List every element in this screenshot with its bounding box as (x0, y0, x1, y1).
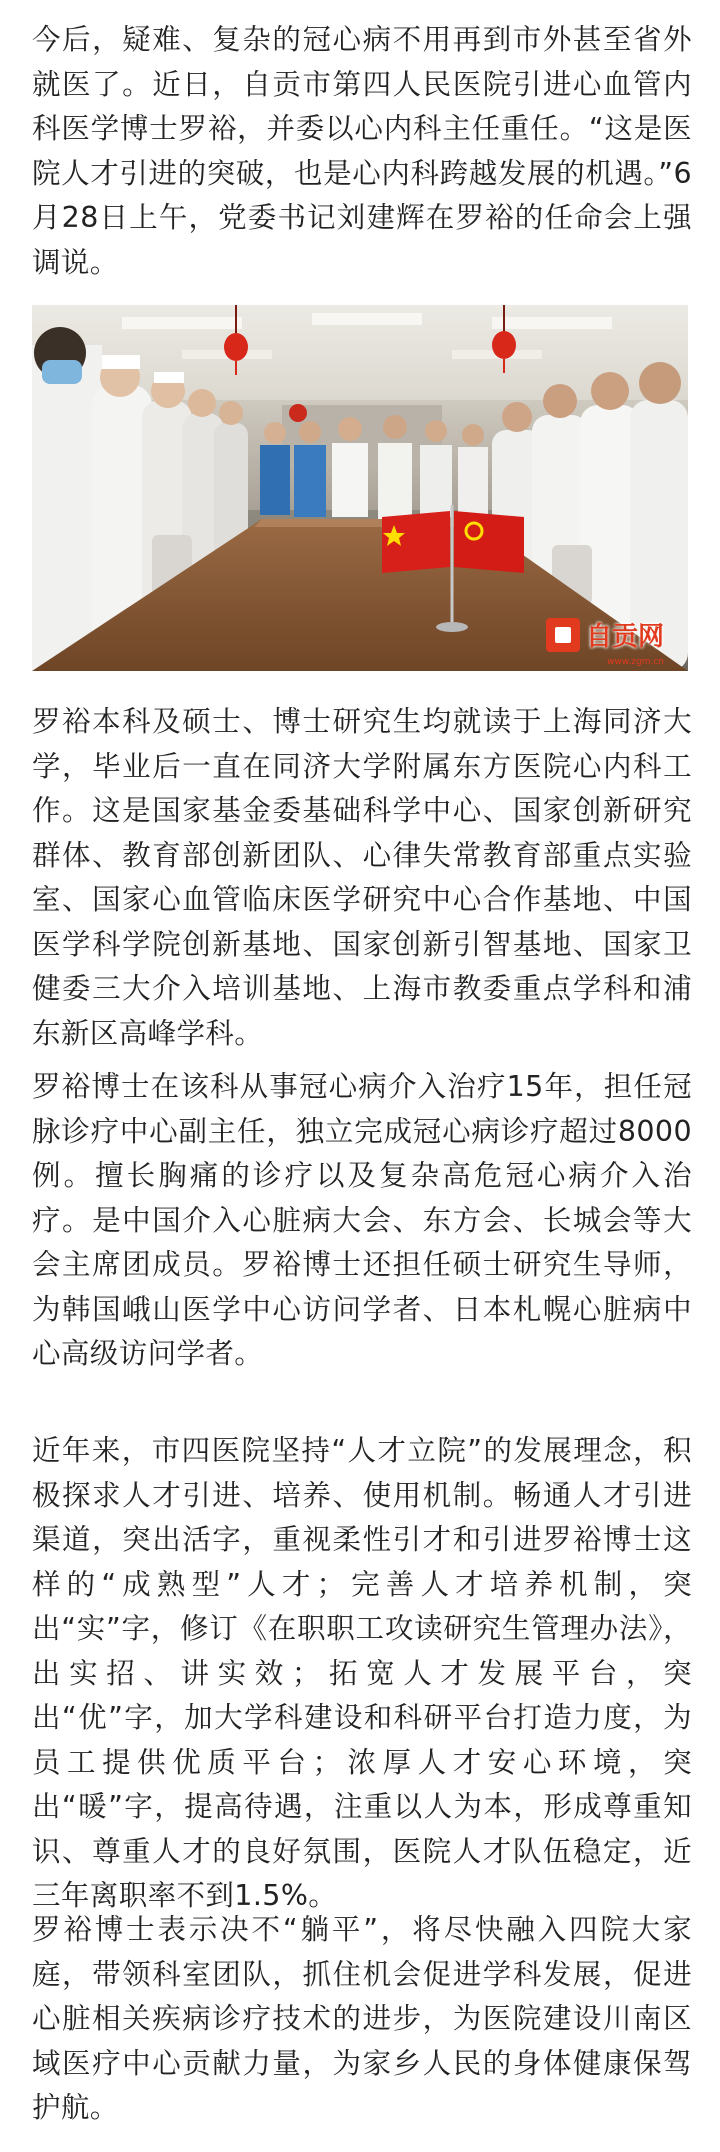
paragraph-closing: 罗裕博士表示决不“躺平”，将尽快融入四院大家庭，带领科室团队，抓住机会促进学科发展，促进心脏相关疾病诊疗技术的进步，为医院建设川南区域医疗中心贡献力量，为家乡人民的身体健康保驾护航。 (32, 1913, 692, 2124)
paragraph-intro: 今后，疑难、复杂的冠心病不用再到市外甚至省外就医了。近日，自贡市第四人民医院引进心血管内科医学博士罗裕，并委以心内科主任重任。“这是医院人才引进的突破，也是心内科跨越发展的机遇。”6月28日上午，党委书记刘建辉在罗裕的任命会上强调说。 (32, 23, 692, 279)
meeting-photo[interactable] (32, 305, 688, 671)
paragraph-talent-policy: 近年来，市四医院坚持“人才立院”的发展理念，积极探求人才引进、培养、使用机制。畅通人才引进渠道，突出活字，重视柔性引才和引进罗裕博士这样的“成熟型”人才；完善人才培养机制，突出“实”字，修订《在职职工攻读研究生管理办法》，出实招、讲实效；拓宽人才发展平台，突出“优”字，加大学科建设和科研平台打造力度，为员工提供优质平台；浓厚人才安心环境，突出“暖”字，提高待遇，注重以人为本，形成尊重知识、尊重人才的良好氛围，医院人才队伍稳定，近三年离职率不到1.5%。 (32, 1434, 692, 1912)
watermark-url: www.zgm.cn (607, 657, 664, 667)
source-watermark (546, 616, 664, 667)
zigong-logo-icon (546, 618, 580, 652)
paragraph-background: 罗裕本科及硕士、博士研究生均就读于上海同济大学，毕业后一直在同济大学附属东方医院心内科工作。这是国家基金委基础科学中心、国家创新研究群体、教育部创新团队、心律失常教育部重点实验室、国家心血管临床医学研究中心合作基地、中国医学科学院创新基地、国家创新引智基地、国家卫健委三大介入培训基地、上海市教委重点学科和浦东新区高峰学科。 (32, 705, 692, 1050)
watermark-text: 自贡网 (585, 622, 664, 652)
paragraph-experience: 罗裕博士在该科从事冠心病介入治疗15年，担任冠脉诊疗中心副主任，独立完成冠心病诊疗超过8000例。擅长胸痛的诊疗以及复杂高危冠心病介入治疗。是中国介入心脏病大会、东方会、长城会等大会主席团成员。罗裕博士还担任硕士研究生导师，为韩国峨山医学中心访问学者、日本札幌心脏病中心高级访问学者。 (32, 1070, 692, 1370)
